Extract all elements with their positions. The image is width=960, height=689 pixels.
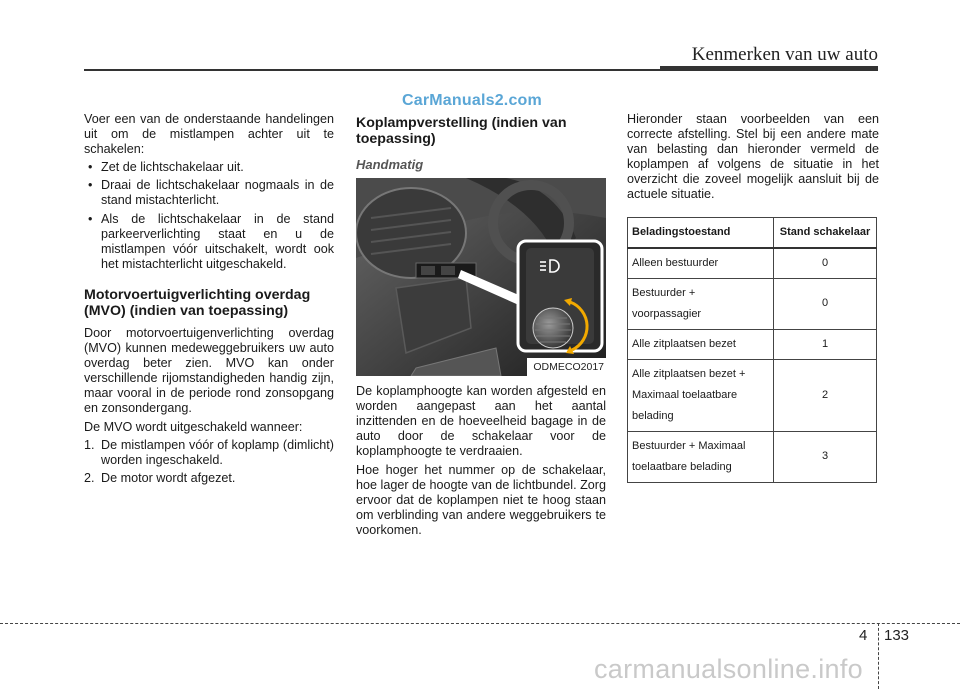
bullet-item xyxy=(84,160,334,175)
bullet-icon: • xyxy=(88,178,93,193)
section-title-headlamp-leveling: Koplampverstelling (indien van toepassing) xyxy=(356,115,567,147)
figure-caption: ODMECO2017 xyxy=(527,358,606,376)
dashboard-illustration xyxy=(356,178,606,376)
bullet-text: Draai de lichtschakelaar nogmaals in de stand mistachterlicht. xyxy=(101,178,334,208)
column-2 xyxy=(356,112,606,541)
bullet-text: Als de lichtschakelaar in de stand parkeerverlichting staat en u de mistlampen vóór uitschakelt, wordt ook het mistachterlicht uitgeschakeld. xyxy=(101,211,334,271)
header-rule-accent xyxy=(660,66,878,71)
footer-rule xyxy=(0,623,960,624)
leveling-paragraph-2: Hoe hoger het nummer op de schakelaar, hoe lager de hoogte van de lichtbundel. Zorg ervoor dat de koplampen niet te hoog staan om verblinding van andere weggebruikers te voorkomen. xyxy=(356,462,606,537)
bullet-item xyxy=(84,212,334,272)
section-title-mvo: Motorvoertuigverlichting overdag (MVO) (indien van toepassing) xyxy=(84,286,311,319)
item-number: 1. xyxy=(84,437,95,452)
table-row xyxy=(628,329,877,359)
table-cell-load xyxy=(628,359,774,431)
table-header-load: Beladingstoestand xyxy=(628,217,774,248)
intro-paragraph: Voer een van de onderstaande handelingen uit om de mistlampen achter uit te schakelen: xyxy=(84,112,334,157)
mvo-paragraph: Door motorvoertuigenverlichting overdag (MVO) kunnen medeweggebruikers uw auto overdag beter zien. MVO kan onder verschillende rijomstandigheden handig zijn, maar vooral in de periode rond zonsopgang en zonsondergang. xyxy=(84,325,334,416)
column-3 xyxy=(627,112,879,483)
load-line: Alleen bestuurder xyxy=(632,256,719,269)
item-text: De mistlampen vóór of koplamp (dimlicht) worden ingeschakeld. xyxy=(101,437,334,467)
table-header-position: Stand schakelaar xyxy=(774,217,877,248)
subhead-manual: Handmatig xyxy=(356,157,424,172)
load-line: Alle zitplaatsen bezet + xyxy=(632,367,746,380)
load-line: voorpassagier xyxy=(632,307,702,320)
watermark-carmanuals: CarManuals2.com xyxy=(402,92,542,109)
page-header-title: Kenmerken van uw auto xyxy=(691,44,878,65)
bullet-item xyxy=(84,178,334,208)
bullet-icon: • xyxy=(88,160,93,175)
chapter-number: 4 xyxy=(859,627,868,644)
load-line: toelaatbare belading xyxy=(632,460,732,473)
leveling-paragraph-1: De koplamphoogte kan worden afgesteld en worden aangepast aan het aantal inzittenden en de hoeveelheid bagage in de auto door de schakelaar voor de koplamphoogte te verdraaien. xyxy=(356,384,606,459)
examples-paragraph: Hieronder staan voorbeelden van een correcte afstelling. Stel bij een andere mate van belasting dan hieronder vermeld de koplampen af volgens de situatie in het overzicht die zoveel mogelijk aansluit bij de actuele situatie. xyxy=(627,112,879,202)
table-cell-position: 3 xyxy=(774,431,877,482)
bullet-text: Zet de lichtschakelaar uit. xyxy=(101,160,244,175)
table-cell-load xyxy=(628,248,774,279)
header-rule xyxy=(84,69,660,71)
table-row xyxy=(628,278,877,329)
table-cell-position: 0 xyxy=(774,278,877,329)
table-header-row xyxy=(628,217,877,248)
numbered-item xyxy=(84,471,334,486)
item-text: De motor wordt afgezet. xyxy=(101,470,236,485)
table-cell-position: 1 xyxy=(774,329,877,359)
dashboard-switch-figure xyxy=(356,178,606,376)
table-cell-load xyxy=(628,278,774,329)
table-cell-position: 0 xyxy=(774,248,877,279)
table-cell-position: 2 xyxy=(774,359,877,431)
table-cell-load xyxy=(628,431,774,482)
table-row xyxy=(628,359,877,431)
table-row xyxy=(628,431,877,482)
load-line: Maximaal toelaatbare xyxy=(632,388,738,401)
watermark-carmanualsonline: carmanualsonline.info xyxy=(594,654,863,684)
mvo-off-paragraph: De MVO wordt uitgeschakeld wanneer: xyxy=(84,419,303,434)
bullet-icon: • xyxy=(88,211,93,226)
load-line: Bestuurder + xyxy=(632,286,696,299)
load-setting-table xyxy=(627,217,877,483)
load-line: Bestuurder + Maximaal xyxy=(632,439,746,452)
table-cell-load xyxy=(628,329,774,359)
page-number-separator xyxy=(878,623,879,689)
numbered-item xyxy=(84,438,334,468)
column-1 xyxy=(84,112,334,489)
load-line: Alle zitplaatsen bezet xyxy=(632,337,736,350)
table-row xyxy=(628,248,877,279)
load-line: belading xyxy=(632,409,674,422)
item-number: 2. xyxy=(84,470,95,485)
page-number: 133 xyxy=(884,627,910,644)
